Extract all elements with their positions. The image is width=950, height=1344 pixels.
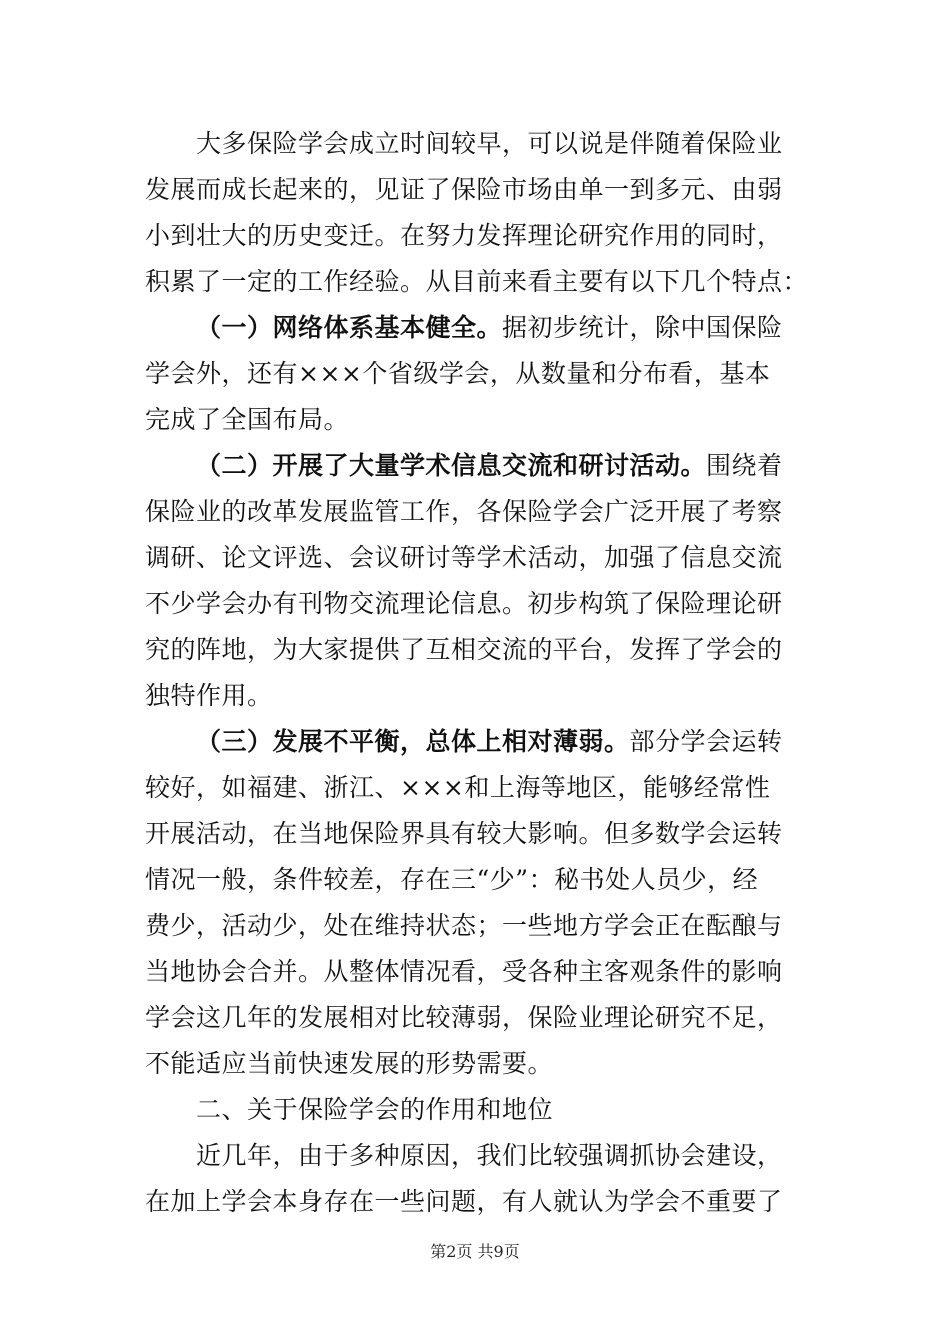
paragraph-line: 不能适应当前快速发展的形势需要。 bbox=[145, 1049, 554, 1078]
paragraph-line: 学会这几年的发展相对比较薄弱，保险业理论研究不足， bbox=[145, 1003, 783, 1032]
page-number-footer: 第2页 共9页 bbox=[430, 1242, 520, 1261]
paragraph-line bbox=[196, 312, 783, 344]
paragraph-line: 独特作用。 bbox=[145, 681, 273, 710]
paragraph-line: 费少，活动少，处在维持状态；一些地方学会正在酝酿与 bbox=[145, 911, 783, 940]
section-heading-3: （三）发展不平衡，总体上相对薄弱。 bbox=[196, 727, 630, 756]
paragraph-line: 开展活动，在当地保险界具有较大影响。但多数学会运转 bbox=[145, 819, 783, 848]
paragraph-line bbox=[196, 450, 783, 482]
section-heading-1: （一）网络体系基本健全。 bbox=[196, 313, 503, 342]
paragraph-text: 围绕着 bbox=[706, 451, 783, 480]
section-heading-2: （二）开展了大量学术信息交流和研讨活动。 bbox=[196, 451, 707, 480]
paragraph-line: 大多保险学会成立时间较早，可以说是伴随着保险业 bbox=[196, 129, 783, 158]
paragraph-line: 当地协会合并。从整体情况看，受各种主客观条件的影响 bbox=[145, 957, 783, 986]
paragraph-line: 情况一般，条件较差，存在三“少”：秘书处人员少，经 bbox=[145, 865, 759, 894]
paragraph-line: 发展而成长起来的，见证了保险市场由单一到多元、由弱 bbox=[145, 175, 783, 204]
paragraph-text: 据初步统计，除中国保险 bbox=[502, 313, 783, 342]
paragraph-line: 小到壮大的历史变迁。在努力发挥理论研究作用的同时， bbox=[145, 221, 783, 250]
paragraph-line bbox=[196, 726, 783, 758]
paragraph-line: 较好，如福建、浙江、×××和上海等地区，能够经常性 bbox=[145, 773, 771, 802]
paragraph-line: 不少学会办有刊物交流理论信息。初步构筑了保险理论研 bbox=[145, 589, 783, 618]
paragraph-line: 近几年，由于多种原因，我们比较强调抓协会建设， bbox=[196, 1141, 783, 1170]
section-heading-major: 二、关于保险学会的作用和地位 bbox=[196, 1095, 554, 1124]
paragraph-line: 完成了全国布局。 bbox=[145, 405, 350, 434]
paragraph-line: 究的阵地，为大家提供了互相交流的平台，发挥了学会的 bbox=[145, 635, 783, 664]
paragraph-line: 在加上学会本身存在一些问题，有人就认为学会不重要了 bbox=[145, 1187, 783, 1216]
paragraph-line: 积累了一定的工作经验。从目前来看主要有以下几个特点： bbox=[145, 267, 809, 296]
paragraph-line: 调研、论文评选、会议研讨等学术活动，加强了信息交流 bbox=[145, 543, 783, 572]
paragraph-text: 部分学会运转 bbox=[629, 727, 783, 756]
paragraph-line: 学会外，还有×××个省级学会，从数量和分布看，基本 bbox=[145, 359, 771, 388]
paragraph-line: 保险业的改革发展监管工作，各保险学会广泛开展了考察 bbox=[145, 497, 783, 526]
